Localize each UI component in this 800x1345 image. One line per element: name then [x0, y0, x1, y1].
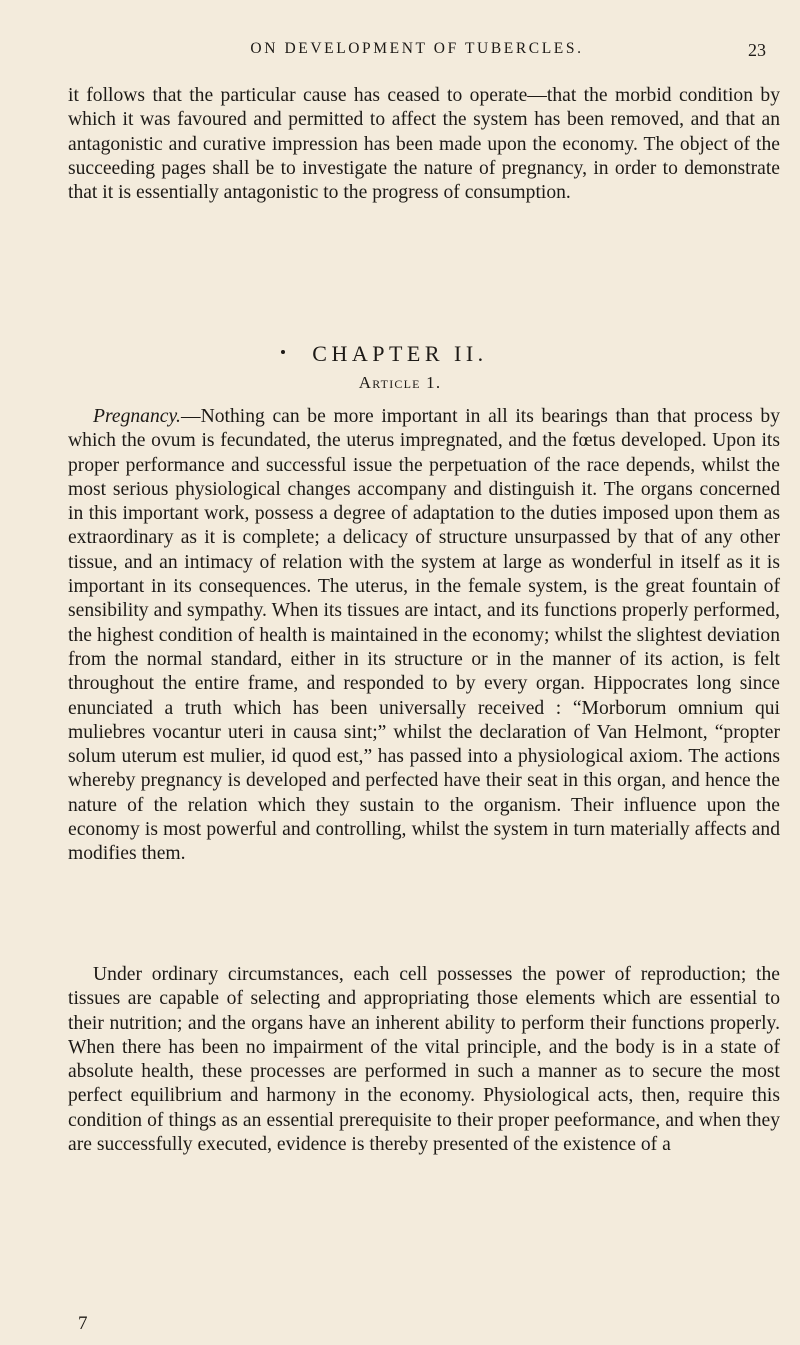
pregnancy-lead-term: Pregnancy.: [93, 406, 181, 427]
intro-paragraph-text: it follows that the particular cause has ceased to operate—that the morbid condition by which it was favoured and permitted to affect the system has been removed, and that an antagonistic and curative impression has been made upon the economy. The object of the succeeding pages shall be to investigate the nature of pregnancy, in order to demonstrate that it is essentially antagonistic to the progress of consumption.: [68, 85, 780, 204]
running-head: [68, 40, 766, 64]
running-title: ON DEVELOPMENT OF TUBERCLES.: [250, 40, 584, 57]
intro-paragraph: [68, 84, 780, 205]
page-number: 23: [748, 40, 766, 60]
cells-paragraph: [68, 963, 780, 1157]
signature-mark: 7: [78, 1313, 88, 1334]
cells-paragraph-text: Under ordinary circumstances, each cell possesses the power of reproduction; the tissues are capable of selecting and appropriating those elements which are essential to their nutrition; and the organs have an inherent ability to perform their functions properly. When there has been no impairment of the vital principle, and the body is in a state of absolute health, these processes are performed in such a manner as to secure the most perfect equilibrium and harmony in the economy. Physiological acts, then, require this condition of things as an essential prerequisite to their proper peeformance, and when they are successfully executed, evidence is thereby presented of the existence of a: [68, 964, 780, 1156]
pregnancy-paragraph: [68, 405, 780, 867]
chapter-heading: CHAPTER II.: [312, 341, 488, 366]
article-heading: Article 1.: [358, 373, 442, 392]
pregnancy-paragraph-body: [68, 405, 780, 867]
pregnancy-paragraph-text: —Nothing can be more important in all its bearings than that process by which the ovum is fecundated, the uterus impregnated, and the fœtus developed. Upon its proper performance and successful issue the perpetuation of the race depends, whilst the most serious physiological changes accompany and distinguish it. The organs concerned in this important work, possess a degree of adaptation to the duties imposed upon them as extraordinary as it is complete; a delicacy of structure unsurpassed by that of any other tissue, and an intimacy of relation with the system at large as wonderful in itself as it is important in its consequences. The uterus, in the female system, is the great fountain of sensibility and sympathy. When its tissues are intact, and its functions properly performed, the highest condition of health is maintained in the economy; whilst the slightest deviation from the normal standard, either in its structure or in the manner of its action, is felt throughout the entire frame, and responded to by every organ. Hippocrates long since enunciated a truth which has been universally received : “Morborum omnium qui muliebres vocantur uteri in causa sint;” whilst the declaration of Van Helmont, “propter solum uterum est mulier, id quod est,” has passed into a physiological axiom. The actions whereby pregnancy is developed and perfected have their seat in this organ, and hence the nature of the relation which they sustain to the organism. Their influence upon the economy is most powerful and controlling, whilst the system in turn materially affects and modifies them.: [68, 406, 780, 865]
